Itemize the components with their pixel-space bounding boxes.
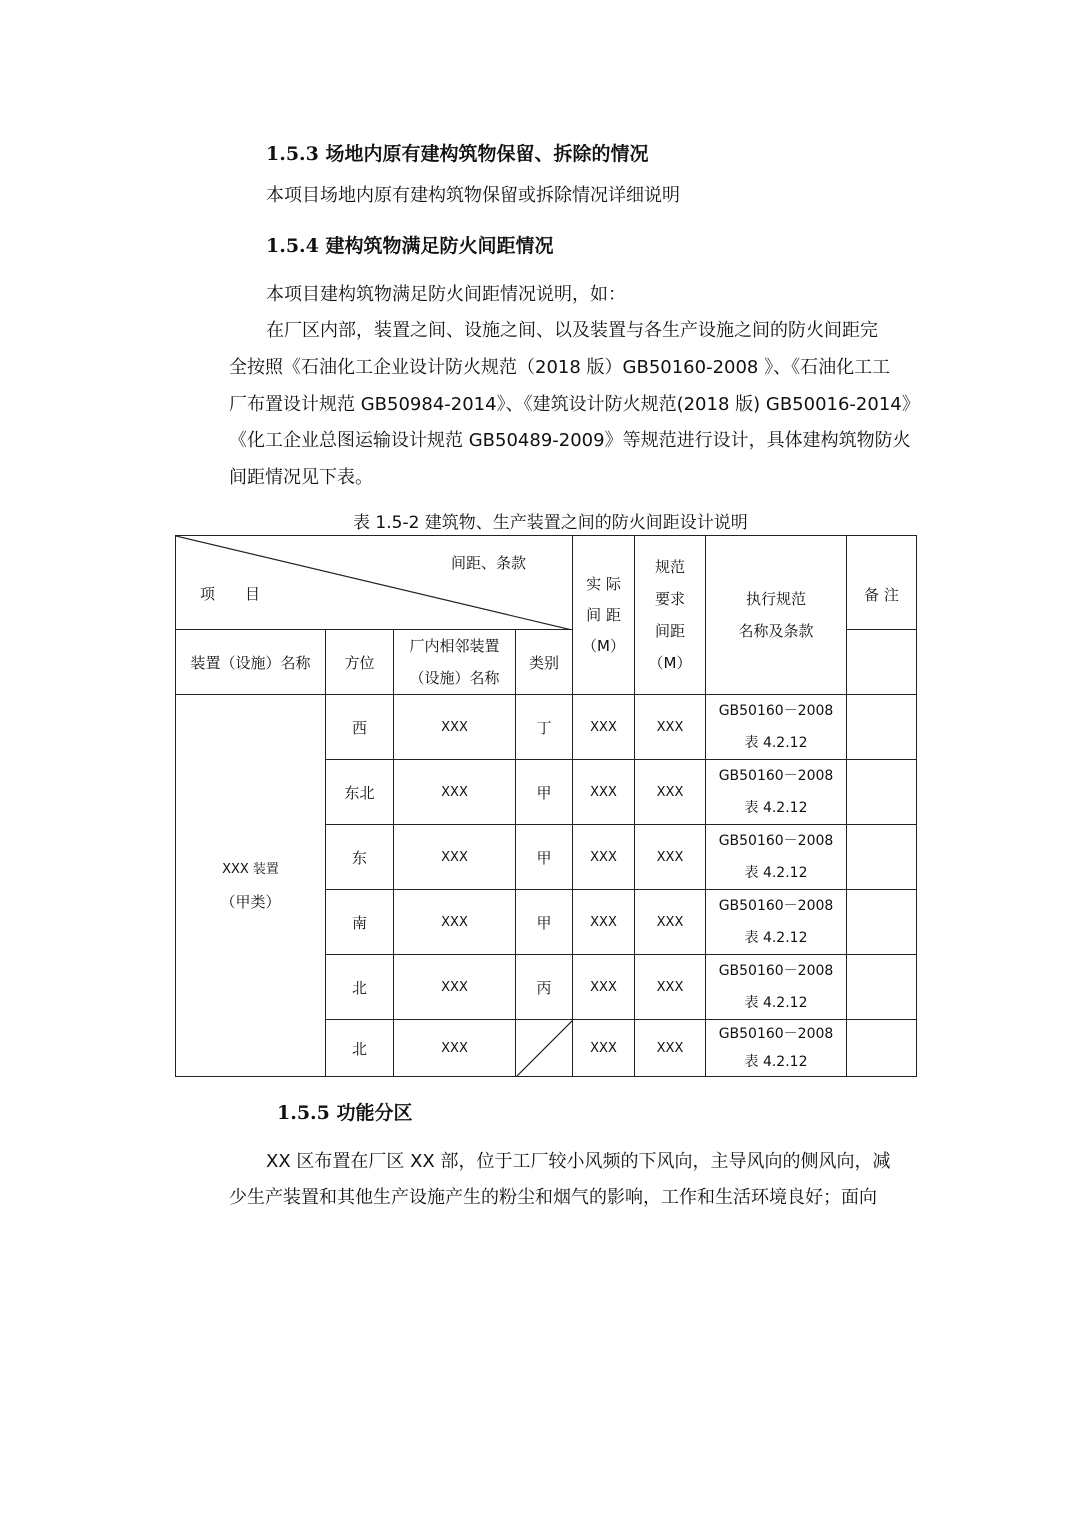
cell-standard-line1: GB50160－2008 xyxy=(718,703,834,719)
cell-direction: 北 xyxy=(326,955,394,1020)
table-row xyxy=(176,695,917,760)
header-spacing-clause: 间距、条款 xyxy=(451,554,527,572)
cell-remark xyxy=(847,760,917,825)
header-remark: 备 注 xyxy=(847,536,917,630)
table-caption: 表 1.5-2 建筑物、生产装置之间的防火间距设计说明 xyxy=(353,513,748,533)
cell-required: XXX xyxy=(635,825,706,890)
cell-required: XXX xyxy=(635,1020,706,1077)
section-1-5-4-para-line: 间距情况见下表。 xyxy=(229,467,373,488)
cell-required: XXX xyxy=(635,695,706,760)
cell-standard xyxy=(706,890,847,955)
section-1-5-4-intro: 本项目建构筑物满足防火间距情况说明，如： xyxy=(266,284,626,305)
cell-category: 甲 xyxy=(516,825,573,890)
cell-standard xyxy=(706,760,847,825)
section-1-5-4-title: 1.5.4 建构筑物满足防火间距情况 xyxy=(266,235,554,257)
section-1-5-4-para-line: 厂布置设计规范 GB50984-2014》、《建筑设计防火规范(2018 版) GB50016-2014》 xyxy=(229,394,920,415)
cell-standard-line2: 表 4.2.12 xyxy=(744,1054,808,1070)
cell-standard xyxy=(706,695,847,760)
header-actual-line1: 实 际 xyxy=(586,574,621,593)
cell-direction: 东 xyxy=(326,825,394,890)
section-1-5-4-para-line: 在厂区内部，装置之间、设施之间、以及装置与各生产设施之间的防火间距完 xyxy=(266,320,878,341)
section-1-5-5-para-line: 少生产装置和其他生产设施产生的粉尘和烟气的影响，工作和生活环境良好；面向 xyxy=(229,1187,877,1208)
header-req-unit: （M） xyxy=(648,654,692,672)
header-direction: 方位 xyxy=(326,630,394,695)
section-1-5-4-para-line: 全按照《石油化工企业设计防火规范（2018 版）GB50160-2008 》、《石油化工工 xyxy=(229,357,891,378)
cell-standard xyxy=(706,825,847,890)
cell-actual: XXX xyxy=(573,1020,635,1077)
cell-diagonal-line xyxy=(516,1020,573,1077)
fire-distance-table xyxy=(175,535,917,1077)
section-1-5-3-body: 本项目场地内原有建构筑物保留或拆除情况详细说明 xyxy=(266,185,680,206)
cell-actual: XXX xyxy=(573,695,635,760)
section-1-5-5-title: 1.5.5 功能分区 xyxy=(277,1102,413,1124)
cell-adjacent: XXX xyxy=(394,890,516,955)
cell-adjacent: XXX xyxy=(394,825,516,890)
cell-standard-line1: GB50160－2008 xyxy=(718,833,834,849)
header-actual-unit: （M） xyxy=(582,636,625,655)
section-1-5-3-title: 1.5.3 场地内原有建构筑物保留、拆除的情况 xyxy=(266,143,649,165)
cell-standard-line1: GB50160－2008 xyxy=(718,963,834,979)
cell-standard-line1: GB50160－2008 xyxy=(718,1026,834,1042)
cell-adjacent: XXX xyxy=(394,1020,516,1077)
group-name-line1: XXX 装置 xyxy=(222,861,279,877)
cell-standard-line2: 表 4.2.12 xyxy=(744,800,808,816)
cell-remark xyxy=(847,955,917,1020)
header-req-line1: 规范 xyxy=(654,558,685,576)
header-device-name: 装置（设施）名称 xyxy=(176,630,326,695)
header-actual-line2: 间 距 xyxy=(586,605,621,624)
cell-direction: 北 xyxy=(326,1020,394,1077)
cell-remark xyxy=(847,825,917,890)
section-1-5-5-para-line: XX 区布置在厂区 XX 部，位于工厂较小风频的下风向，主导风向的侧风向，减 xyxy=(266,1151,891,1172)
cell-direction: 东北 xyxy=(326,760,394,825)
cell-standard-line2: 表 4.2.12 xyxy=(744,735,808,751)
cell-category: 丁 xyxy=(516,695,573,760)
cell-adjacent: XXX xyxy=(394,695,516,760)
header-std-line2: 名称及条款 xyxy=(738,622,814,640)
cell-actual: XXX xyxy=(573,955,635,1020)
cell-category-empty xyxy=(516,1020,573,1077)
cell-standard-line2: 表 4.2.12 xyxy=(744,995,808,1011)
cell-standard-line2: 表 4.2.12 xyxy=(744,930,808,946)
header-remark-empty xyxy=(847,630,917,695)
header-item: 项 目 xyxy=(200,585,261,603)
cell-actual: XXX xyxy=(573,825,635,890)
cell-standard-line1: GB50160－2008 xyxy=(718,898,834,914)
header-req-line2: 要求 xyxy=(654,590,685,608)
diagonal-header-cell xyxy=(176,536,573,630)
cell-direction: 南 xyxy=(326,890,394,955)
cell-actual: XXX xyxy=(573,890,635,955)
cell-remark xyxy=(847,695,917,760)
header-adjacent-line2: （设施）名称 xyxy=(409,669,500,687)
cell-category: 甲 xyxy=(516,890,573,955)
section-1-5-4-para-line: 《化工企业总图运输设计规范 GB50489-2009》等规范进行设计，具体建构筑物防火 xyxy=(229,430,911,451)
cell-required: XXX xyxy=(635,760,706,825)
cell-required: XXX xyxy=(635,955,706,1020)
cell-standard-line1: GB50160－2008 xyxy=(718,768,834,784)
cell-required: XXX xyxy=(635,890,706,955)
group-name-line2: （甲类） xyxy=(220,892,281,911)
cell-remark xyxy=(847,890,917,955)
cell-actual: XXX xyxy=(573,760,635,825)
cell-direction: 西 xyxy=(326,695,394,760)
cell-standard xyxy=(706,1020,847,1077)
cell-adjacent: XXX xyxy=(394,760,516,825)
cell-category: 甲 xyxy=(516,760,573,825)
cell-standard xyxy=(706,955,847,1020)
header-adjacent-line1: 厂内相邻装置 xyxy=(409,637,500,655)
header-std-line1: 执行规范 xyxy=(745,590,806,608)
header-category: 类别 xyxy=(516,630,573,695)
cell-remark xyxy=(847,1020,917,1077)
header-standard xyxy=(706,536,847,695)
header-req-line3: 间距 xyxy=(654,622,685,640)
cell-category: 丙 xyxy=(516,955,573,1020)
header-actual-distance xyxy=(573,536,635,695)
header-required-distance xyxy=(635,536,706,695)
cell-adjacent: XXX xyxy=(394,955,516,1020)
cell-standard-line2: 表 4.2.12 xyxy=(744,865,808,881)
header-adjacent xyxy=(394,630,516,695)
group-device-name xyxy=(176,695,326,1077)
